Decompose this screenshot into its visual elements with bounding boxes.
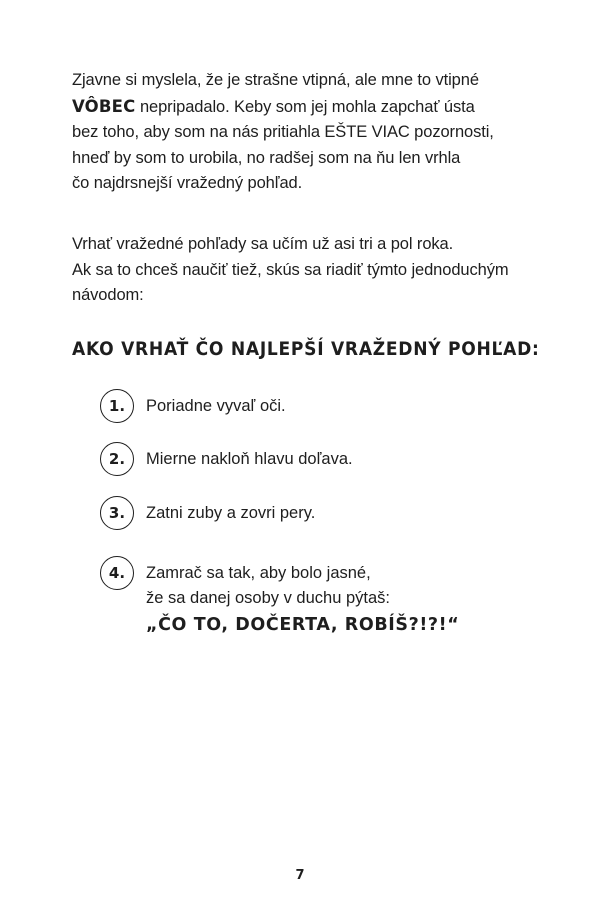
- paragraph-1-line-5: čo najdrsnejší vražedný pohľad.: [72, 174, 303, 192]
- step-text: [146, 561, 459, 638]
- step-4-line-2: že sa danej osoby v duchu pýtaš:: [146, 589, 390, 607]
- step-2-line-1: Mierne nakloň hlavu doľava.: [146, 450, 353, 468]
- emphasis-word: VÔBEC: [72, 96, 136, 116]
- step-3-line-1: Zatni zuby a zovri pery.: [146, 504, 316, 522]
- paragraph-2: [72, 232, 542, 309]
- step-number-badge: 1.: [100, 389, 134, 423]
- paragraph-2-line-3: návodom:: [72, 286, 144, 304]
- step-text: [146, 394, 286, 419]
- step-text: [146, 501, 315, 526]
- page-number: 7: [295, 868, 305, 883]
- paragraph-2-line-2: Ak sa to chceš naučiť tiež, skús sa riadiť týmto jednoduchým: [72, 260, 509, 279]
- paragraph-1-line-4: hneď by som to urobila, no radšej som na ňu len vrhla: [72, 148, 461, 167]
- paragraph-1: [72, 68, 542, 197]
- step-text: [146, 447, 353, 472]
- paragraph-1-line-3: bez toho, aby som na nás pritiahla EŠTE VIAC pozornosti,: [72, 123, 494, 141]
- step-4-line-1: Zamrač sa tak, aby bolo jasné,: [146, 564, 371, 582]
- step-number-badge: 3.: [100, 496, 134, 530]
- step-number-badge: 2.: [100, 442, 134, 476]
- paragraph-1-line-1: Zjavne si myslela, že je strašne vtipná, ale mne to vtipné: [72, 71, 479, 89]
- step-number-badge: 4.: [100, 556, 134, 590]
- paragraph-1-line-2: [72, 94, 542, 121]
- paragraph-1-line-2-rest: nepripadalo. Keby som jej mohla zapchať ústa: [135, 97, 475, 116]
- shout-text: „ČO TO, DOČERTA, ROBÍŠ?!?!“: [146, 615, 460, 635]
- section-heading: AKO VRHAŤ ČO NAJLEPŠÍ VRAŽEDNÝ POHĽAD:: [72, 338, 540, 360]
- paragraph-2-line-1: Vrhať vražedné pohľady sa učím už asi tri a pol roka.: [72, 235, 454, 253]
- step-1-line-1: Poriadne vyvaľ oči.: [146, 397, 286, 415]
